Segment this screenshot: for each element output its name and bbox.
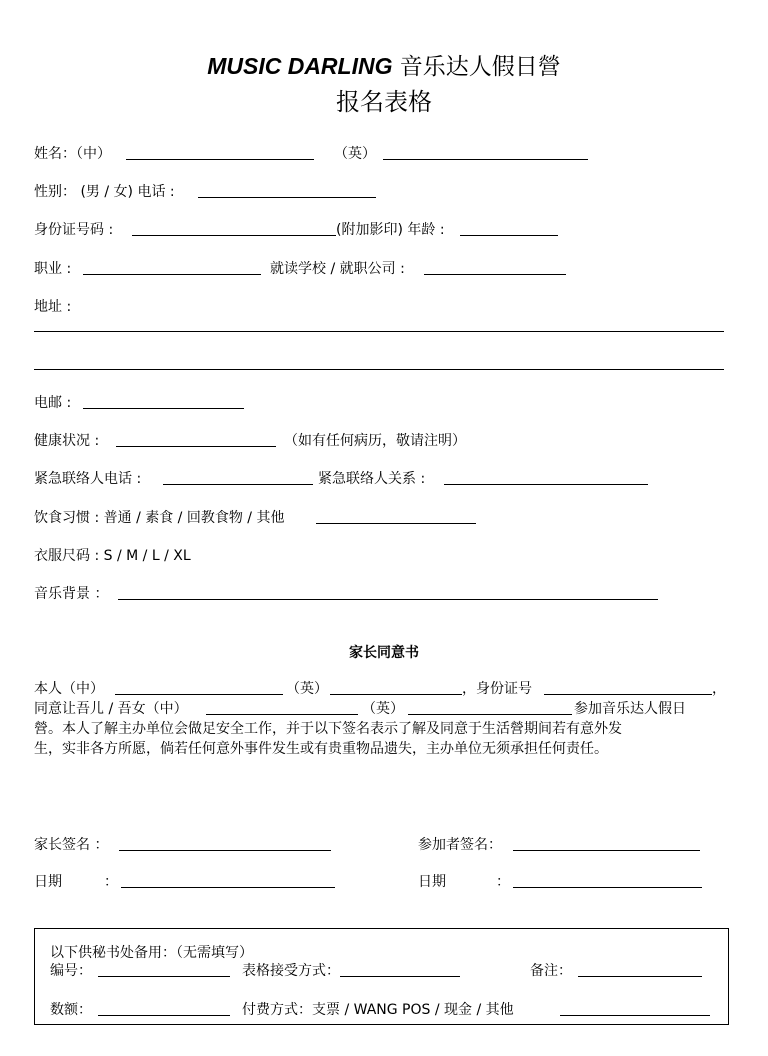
date-right-colon: ：	[496, 874, 510, 890]
emergency-relation-label: 紧急联络人关系 :	[318, 471, 426, 487]
occupation-field[interactable]	[83, 274, 261, 275]
date-left-label: 日期	[34, 874, 62, 890]
office-remark-label: 备注：	[530, 963, 572, 979]
office-method-label: 表格接受方式：	[242, 963, 340, 979]
consent-child-cn-label: 同意让吾儿 / 吾女（中）	[34, 701, 188, 717]
participant-sign-field[interactable]	[513, 850, 700, 851]
health-note: （如有任何病历，敬请注明）	[284, 433, 466, 449]
form-subtitle: 报名表格	[336, 88, 432, 116]
form-title	[0, 48, 768, 81]
office-payment-label: 付费方式：支票 / WANG POS / 现金 / 其他	[242, 1002, 514, 1018]
office-remark-field[interactable]	[578, 976, 702, 977]
participant-sign-label: 参加者签名：	[418, 837, 502, 853]
parent-sign-field[interactable]	[119, 850, 331, 851]
name-cn-label: 姓名：（中）	[34, 146, 111, 162]
name-en-field[interactable]	[383, 159, 588, 160]
date-left-colon: ：	[104, 874, 118, 890]
consent-cn-label: 本人（中）	[34, 681, 104, 697]
id-label: 身份证号码 :	[34, 222, 114, 238]
consent-text-line-3: 營。本人了解主办单位会做足安全工作，并于以下签名表示了解及同意于生活營期间若有意外发	[34, 721, 622, 737]
health-field[interactable]	[116, 446, 276, 447]
name-en-label: （英）	[334, 146, 376, 162]
consent-child-cn-field[interactable]	[206, 714, 358, 715]
consent-child-en-field[interactable]	[408, 714, 572, 715]
phone-field[interactable]	[198, 197, 376, 198]
school-label: 就读学校 / 就职公司 :	[270, 261, 405, 277]
consent-join-text: 参加音乐达人假日	[574, 701, 686, 717]
occupation-label: 职业 :	[34, 261, 72, 277]
size-label: 衣服尺码 : S / M / L / XL	[34, 548, 191, 564]
email-field[interactable]	[83, 408, 244, 409]
consent-child-en-label: （英）	[362, 701, 404, 717]
consent-comma: ，	[712, 681, 726, 697]
emergency-relation-field[interactable]	[444, 484, 648, 485]
diet-other-field[interactable]	[316, 523, 476, 524]
office-heading: 以下供秘书处备用：（无需填写）	[50, 945, 253, 961]
consent-text-line-4: 生，实非各方所愿，倘若任何意外事件发生或有贵重物品遗失，主办单位无须承担任何责任。	[34, 741, 608, 757]
brand-name: MUSIC DARLING	[207, 53, 393, 79]
consent-title: 家长同意书	[349, 645, 419, 661]
id-field[interactable]	[132, 235, 336, 236]
age-field[interactable]	[460, 235, 558, 236]
school-field[interactable]	[424, 274, 566, 275]
music-label: 音乐背景 ：	[34, 586, 109, 602]
name-cn-field[interactable]	[126, 159, 314, 160]
office-number-label: 编号：	[50, 963, 92, 979]
brand-suffix: 音乐达人假日營	[399, 54, 561, 80]
email-label: 电邮 :	[34, 395, 72, 411]
office-amount-label: 数额：	[50, 1002, 92, 1018]
consent-en-label: （英）	[286, 681, 328, 697]
address-line-1[interactable]	[34, 331, 724, 332]
date-right-field[interactable]	[513, 887, 702, 888]
consent-id-label: ，身份证号	[462, 681, 532, 697]
parent-sign-label: 家长签名 ：	[34, 837, 109, 853]
office-amount-field[interactable]	[98, 1015, 230, 1016]
age-label: (附加影印) 年龄 :	[336, 222, 445, 238]
music-field[interactable]	[118, 599, 658, 600]
consent-parent-cn-field[interactable]	[115, 694, 283, 695]
office-method-field[interactable]	[340, 976, 460, 977]
emergency-phone-field[interactable]	[163, 484, 313, 485]
gender-phone-label: 性别： (男 / 女) 电话 :	[34, 184, 175, 200]
consent-id-field[interactable]	[544, 694, 712, 695]
office-payment-field[interactable]	[560, 1015, 710, 1016]
diet-label: 饮食习惯 : 普通 / 素食 / 回教食物 / 其他	[34, 510, 285, 526]
health-label: 健康状况 :	[34, 433, 100, 449]
date-left-field[interactable]	[121, 887, 335, 888]
date-right-label: 日期	[418, 874, 446, 890]
address-label: 地址 :	[34, 299, 72, 315]
office-number-field[interactable]	[98, 976, 230, 977]
consent-parent-en-field[interactable]	[330, 694, 462, 695]
address-line-2[interactable]	[34, 369, 724, 370]
emergency-phone-label: 紧急联络人电话 :	[34, 471, 142, 487]
